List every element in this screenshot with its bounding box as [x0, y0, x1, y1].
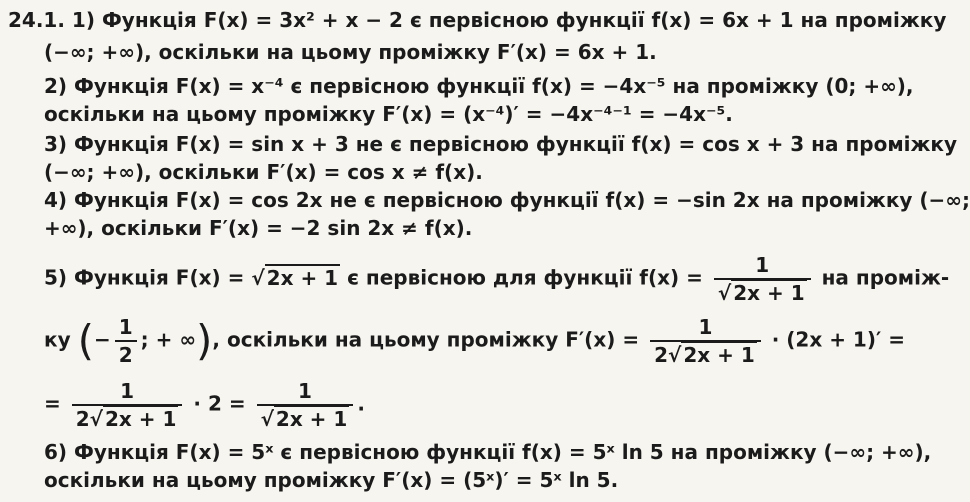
sqrt-expression: √ 2x + 1	[251, 265, 339, 290]
item5-fx-left: F(x) =	[175, 265, 245, 290]
fraction-numerator: 1	[714, 252, 811, 280]
item3-line1: 3) Функція F(x) = sin x + 3 не є первісною функції f(x) = cos x + 3 на проміжку	[44, 132, 958, 156]
left-paren: (	[77, 316, 94, 365]
fraction	[650, 314, 761, 368]
sqrt-radicand: 2x + 1	[275, 407, 348, 431]
fraction-denominator: 2√ 2x + 1	[654, 343, 755, 367]
item6-line2: оскільки на цьому проміжку F′(x) = (5ˣ)′ = 5ˣ ln 5.	[44, 468, 619, 492]
sqrt-radicand: 2x + 1	[105, 407, 177, 431]
sqrt-radicand: 2x + 1	[266, 265, 339, 290]
item5-prefix: 5) Функція	[44, 265, 169, 290]
item5-middle: є первісною для функції	[347, 265, 633, 290]
item5-line3-mid: · 2 =	[193, 391, 246, 416]
item2-line2: оскільки на цьому проміжку F′(x) = (x⁻⁴)′ = −4x⁻⁴⁻¹ = −4x⁻⁵.	[44, 102, 733, 126]
fraction-numerator: 1	[72, 378, 183, 406]
fraction-denominator: √ 2x + 1	[717, 281, 805, 305]
item6-line1: 6) Функція F(x) = 5ˣ є первісною функції f(x) = 5ˣ ln 5 на проміжку (−∞; +∞),	[44, 440, 932, 464]
item1-line1: 1) Функція F(x) = 3x² + x − 2 є первісною функції f(x) = 6x + 1 на проміжку	[71, 8, 947, 32]
item5-line2-tail: · (2x + 1)′ =	[771, 327, 905, 352]
item5-line2: ку (− $\frac{1}{2}$ ; + ∞), оскільки на цьому проміжку F′(x) = $\frac{1}{2√ 2x + 1}$ · (2x + 1)′ =	[44, 315, 905, 367]
fraction-numerator: 1	[257, 378, 354, 406]
item4-line2: +∞), оскільки F′(x) = −2 sin 2x ≠ f(x).	[44, 216, 473, 240]
fraction-numerator: 1	[115, 314, 137, 342]
equals-sign: =	[44, 391, 61, 416]
item5-line2-middle: оскільки на цьому проміжку	[226, 327, 559, 352]
interval-rest: ; + ∞	[140, 327, 197, 352]
item1-line2: (−∞; +∞), оскільки на цьому проміжку F′(x) = 6x + 1.	[44, 40, 657, 64]
sqrt-radicand: 2x + 1	[683, 343, 755, 367]
fraction-denominator: 2	[118, 343, 133, 367]
item3-line2: (−∞; +∞), оскільки F′(x) = cos x ≠ f(x).	[44, 160, 483, 184]
item-number-label: 24.1.	[8, 8, 65, 32]
item-number	[8, 8, 946, 32]
item5-fp-left: F′(x) =	[565, 327, 640, 352]
coef: 2	[75, 407, 90, 431]
right-paren: )	[196, 316, 213, 365]
fraction	[257, 378, 354, 432]
interval-minus: −	[93, 327, 111, 352]
period: .	[357, 391, 365, 416]
coef: 2	[654, 343, 668, 367]
item2-line1: 2) Функція F(x) = x⁻⁴ є первісною функції f(x) = −4x⁻⁵ на проміжку (0; +∞),	[44, 74, 914, 98]
fraction-denominator: 2√ 2x + 1	[75, 407, 177, 431]
item5-line2-prefix: ку	[44, 327, 71, 352]
item5-line1	[44, 252, 949, 306]
item5-f-left: f(x) =	[639, 265, 703, 290]
fraction	[115, 314, 137, 368]
fraction	[72, 378, 183, 432]
fraction	[714, 252, 811, 306]
fraction-denominator: √ 2x + 1	[260, 407, 348, 431]
item4-line1: 4) Функція F(x) = cos 2x не є первісною функції f(x) = −sin 2x на проміжку (−∞;	[44, 188, 970, 212]
sqrt-radicand: 2x + 1	[733, 281, 805, 305]
item5-line3	[44, 378, 365, 432]
item5-suffix: на проміж-	[821, 265, 950, 290]
fraction-numerator: 1	[650, 314, 761, 342]
